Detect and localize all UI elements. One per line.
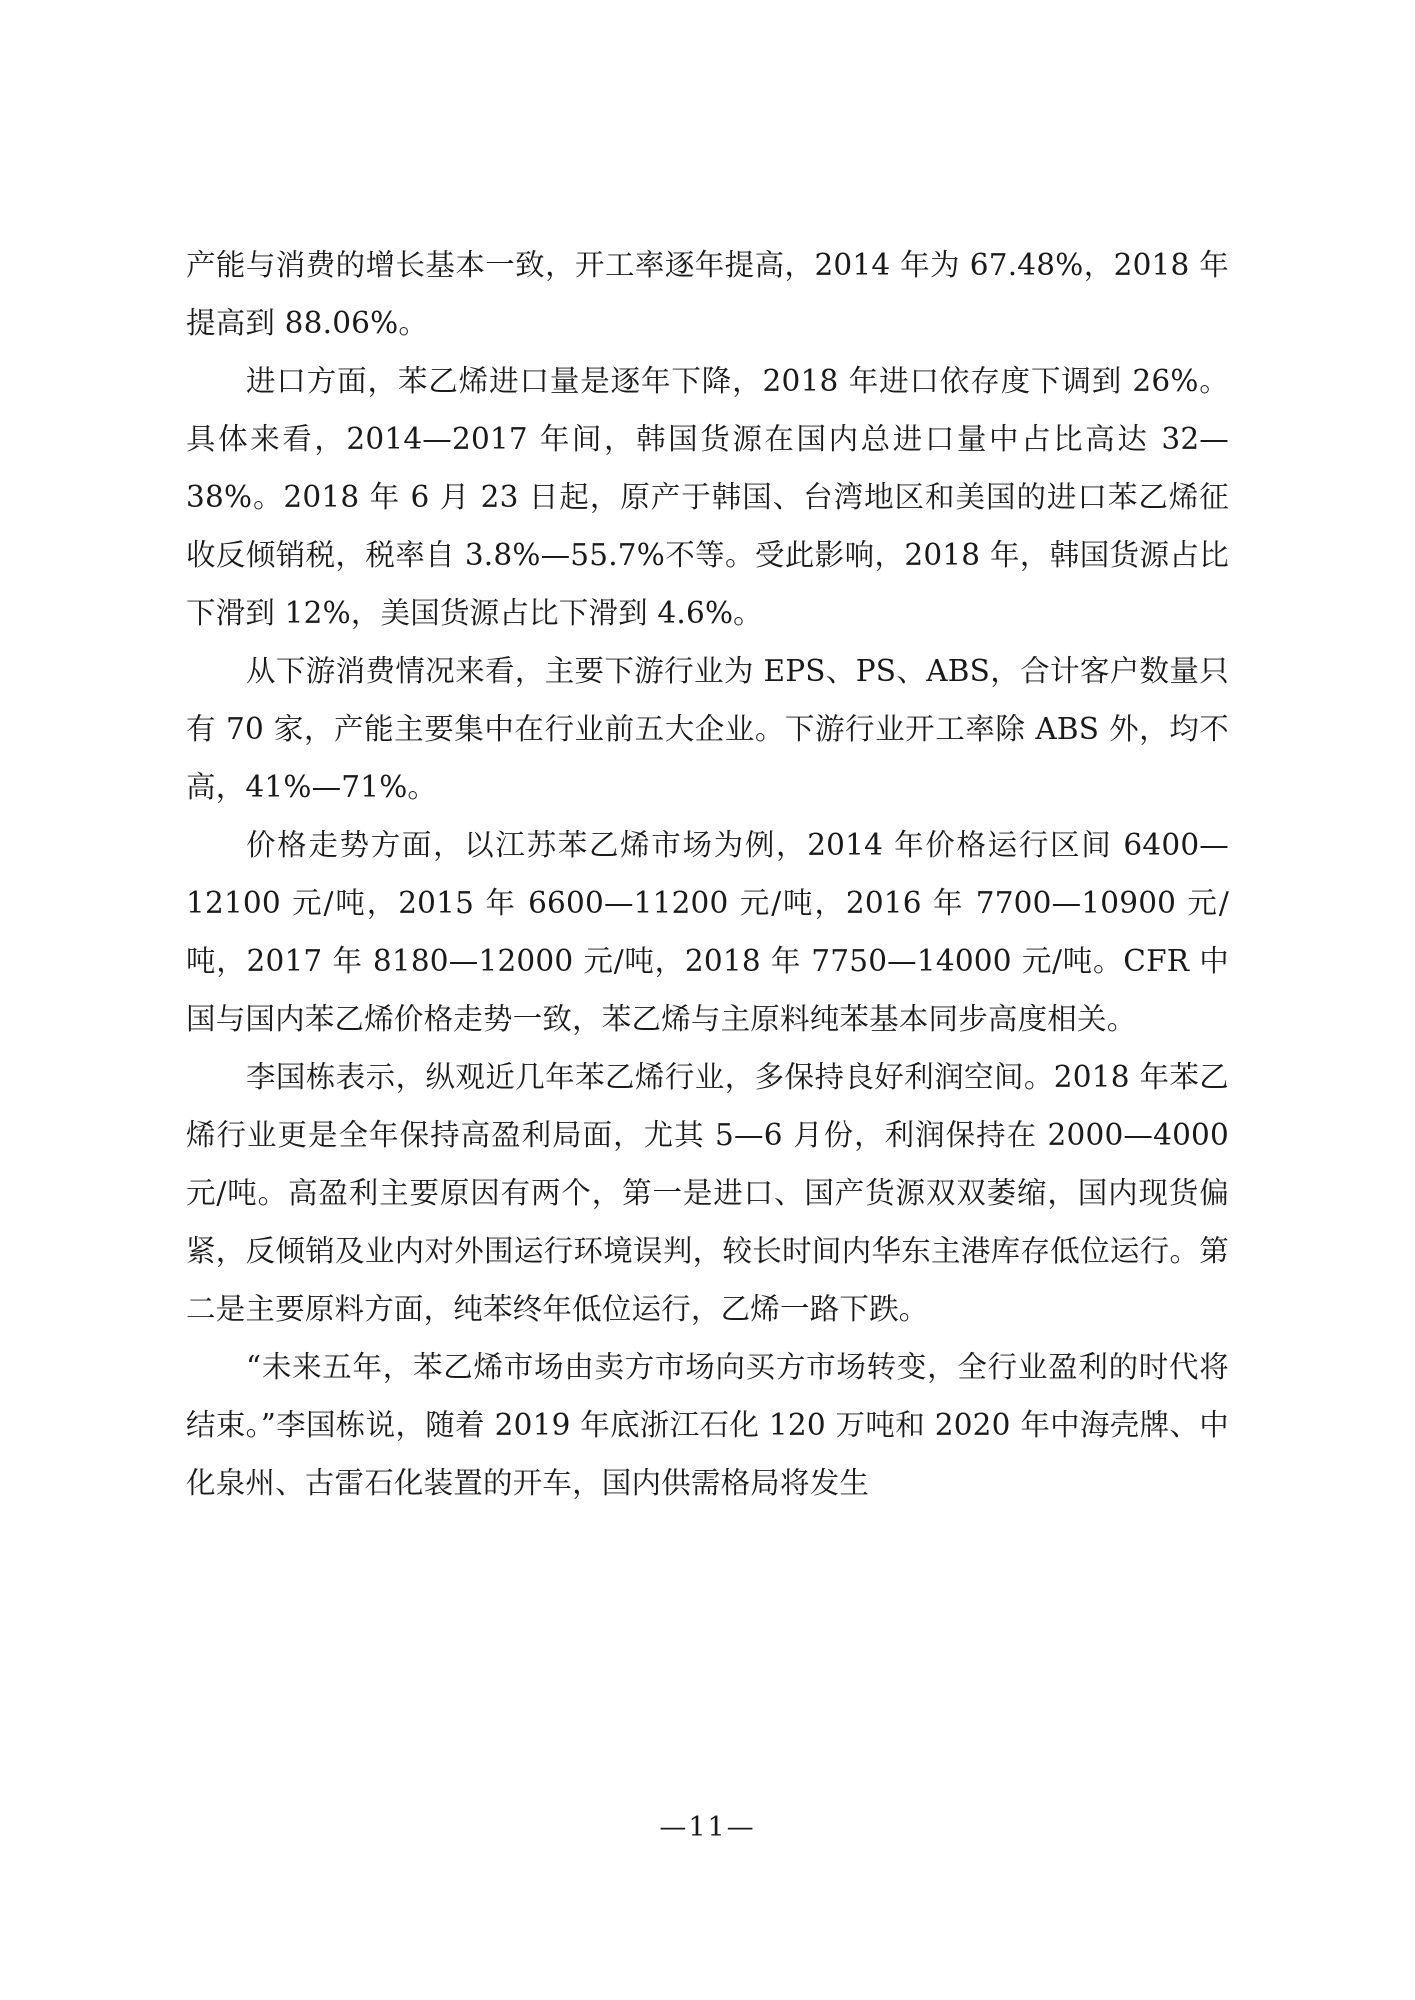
paragraph-6: “未来五年，苯乙烯市场由卖方市场向买方市场转变，全行业盈利的时代将结束。”李国栋说，随着 2019 年底浙江石化 120 万吨和 2020 年中海壳牌、中化泉州、古雷石化装置的开车，国内供需格局将发生 — [186, 1350, 1229, 1500]
paragraph-5: 李国栋表示，纵观近几年苯乙烯行业，多保持良好利润空间。2018 年苯乙烯行业更是全年保持高盈利局面，尤其 5—6 月份，利润保持在 2000—4000 元/吨。高盈利主要原因有两个，第一是进口、国产货源双双萎缩，国内现货偏紧，反倾销及业内对外围运行环境误判，较长时间内华东主港库存低位运行。第二是主要原料方面，纯苯终年低位运行，乙烯一路下跌。 — [186, 1060, 1229, 1326]
paragraph-2: 进口方面，苯乙烯进口量是逐年下降，2018 年进口依存度下调到 26%。具体来看，2014—2017 年间，韩国货源在国内总进口量中占比高达 32—38%。2018 年 6 月 23 日起，原产于韩国、台湾地区和美国的进口苯乙烯征收反倾销税，税率自 3.8%—55.7%不等。受此影响，2018 年，韩国货源占比下滑到 12%，美国货源占比下滑到 4.6%。 — [186, 364, 1229, 630]
paragraph-1: 产能与消费的增长基本一致，开工率逐年提高，2014 年为 67.48%，2018 年提高到 88.06%。 — [186, 248, 1229, 340]
page-number: —11— — [659, 1812, 756, 1843]
paragraph-4: 价格走势方面，以江苏苯乙烯市场为例，2014 年价格运行区间 6400—12100 元/吨，2015 年 6600—11200 元/吨，2016 年 7700—10900 元/吨，2017 年 8180—12000 元/吨，2018 年 7750—14000 元/吨。CFR 中国与国内苯乙烯价格走势一致，苯乙烯与主原料纯苯基本同步高度相关。 — [186, 828, 1229, 1036]
paragraph-3: 从下游消费情况来看，主要下游行业为 EPS、PS、ABS，合计客户数量只有 70 家，产能主要集中在行业前五大企业。下游行业开工率除 ABS 外，均不高，41%—71%。 — [186, 654, 1229, 804]
page-body — [186, 236, 1229, 1512]
